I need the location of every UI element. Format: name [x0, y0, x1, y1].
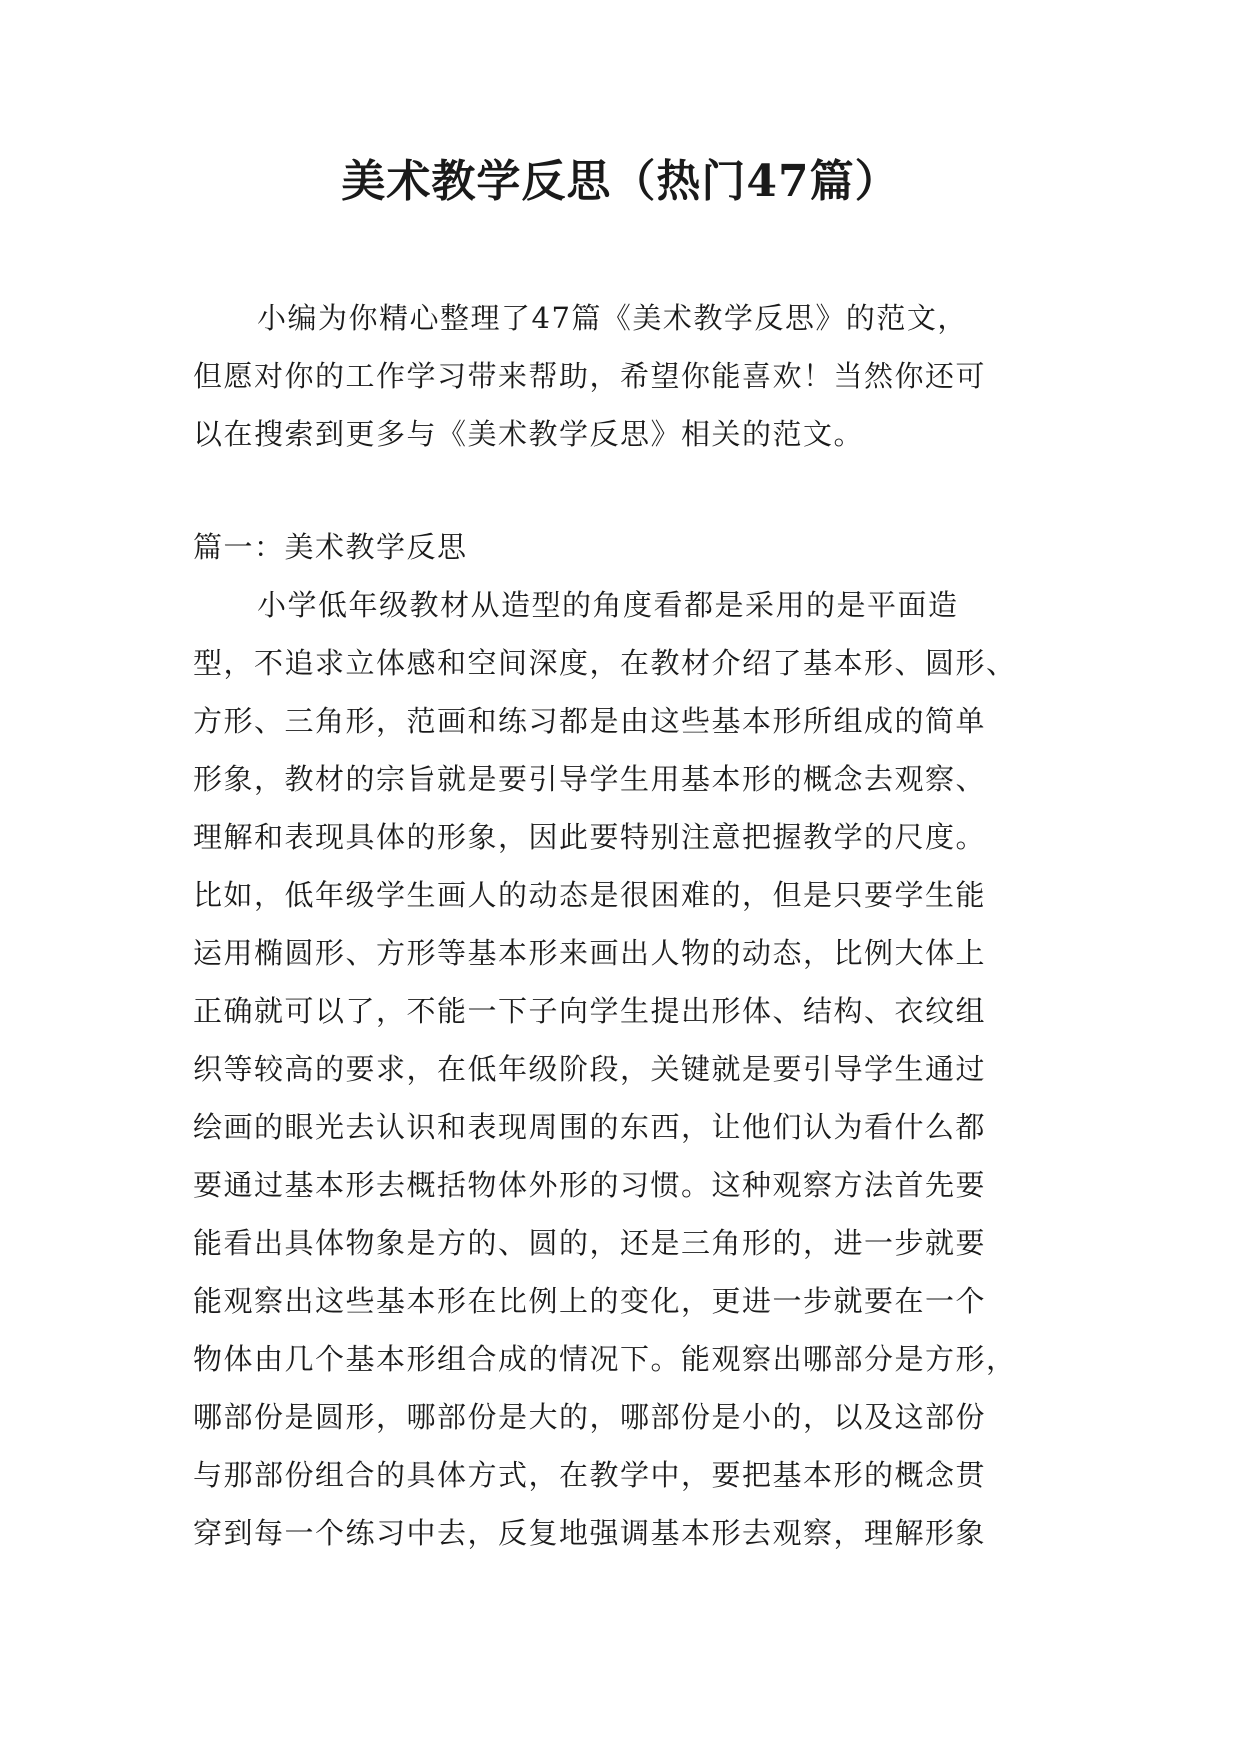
document-title: 美术教学反思（热门47篇） — [341, 156, 900, 207]
section-line: 绘画的眼光去认识和表现周围的东西，让他们认为看什么都 — [193, 1110, 987, 1144]
section-line: 穿到每一个练习中去，反复地强调基本形去观察，理解形象 — [193, 1516, 987, 1550]
section-line: 形象，教材的宗旨就是要引导学生用基本形的概念去观察、 — [193, 762, 987, 796]
section-line: 运用椭圆形、方形等基本形来画出人物的动态，比例大体上 — [193, 936, 987, 970]
intro-line: 以在搜索到更多与《美术教学反思》相关的范文。 — [193, 417, 865, 451]
section-line: 物体由几个基本形组合成的情况下。能观察出哪部分是方形， — [193, 1342, 1017, 1376]
section-line: 型，不追求立体感和空间深度，在教材介绍了基本形、圆形、 — [193, 646, 1017, 680]
section-line: 织等较高的要求，在低年级阶段，关键就是要引导学生通过 — [193, 1052, 987, 1086]
section-line: 要通过基本形去概括物体外形的习惯。这种观察方法首先要 — [193, 1168, 987, 1202]
intro-paragraph — [193, 289, 1073, 463]
section-line: 小学低年级教材从造型的角度看都是采用的是平面造 — [257, 588, 959, 622]
section-line: 能看出具体物象是方的、圆的，还是三角形的，进一步就要 — [193, 1226, 987, 1260]
section-heading: 篇一：美术教学反思 — [193, 530, 468, 564]
section-line: 与那部份组合的具体方式，在教学中，要把基本形的概念贯 — [193, 1458, 987, 1492]
section-line: 能观察出这些基本形在比例上的变化，更进一步就要在一个 — [193, 1284, 987, 1318]
section-line: 哪部份是圆形，哪部份是大的，哪部份是小的，以及这部份 — [193, 1400, 987, 1434]
section-line: 比如，低年级学生画人的动态是很困难的，但是只要学生能 — [193, 878, 987, 912]
intro-line: 小编为你精心整理了47篇《美术教学反思》的范文， — [257, 301, 968, 335]
section-line: 正确就可以了，不能一下子向学生提出形体、结构、衣纹组 — [193, 994, 987, 1028]
section-one — [193, 518, 1073, 1562]
section-line: 理解和表现具体的形象，因此要特别注意把握教学的尺度。 — [193, 820, 987, 854]
section-line: 方形、三角形，范画和练习都是由这些基本形所组成的简单 — [193, 704, 987, 738]
intro-line: 但愿对你的工作学习带来帮助，希望你能喜欢！当然你还可 — [193, 359, 987, 393]
